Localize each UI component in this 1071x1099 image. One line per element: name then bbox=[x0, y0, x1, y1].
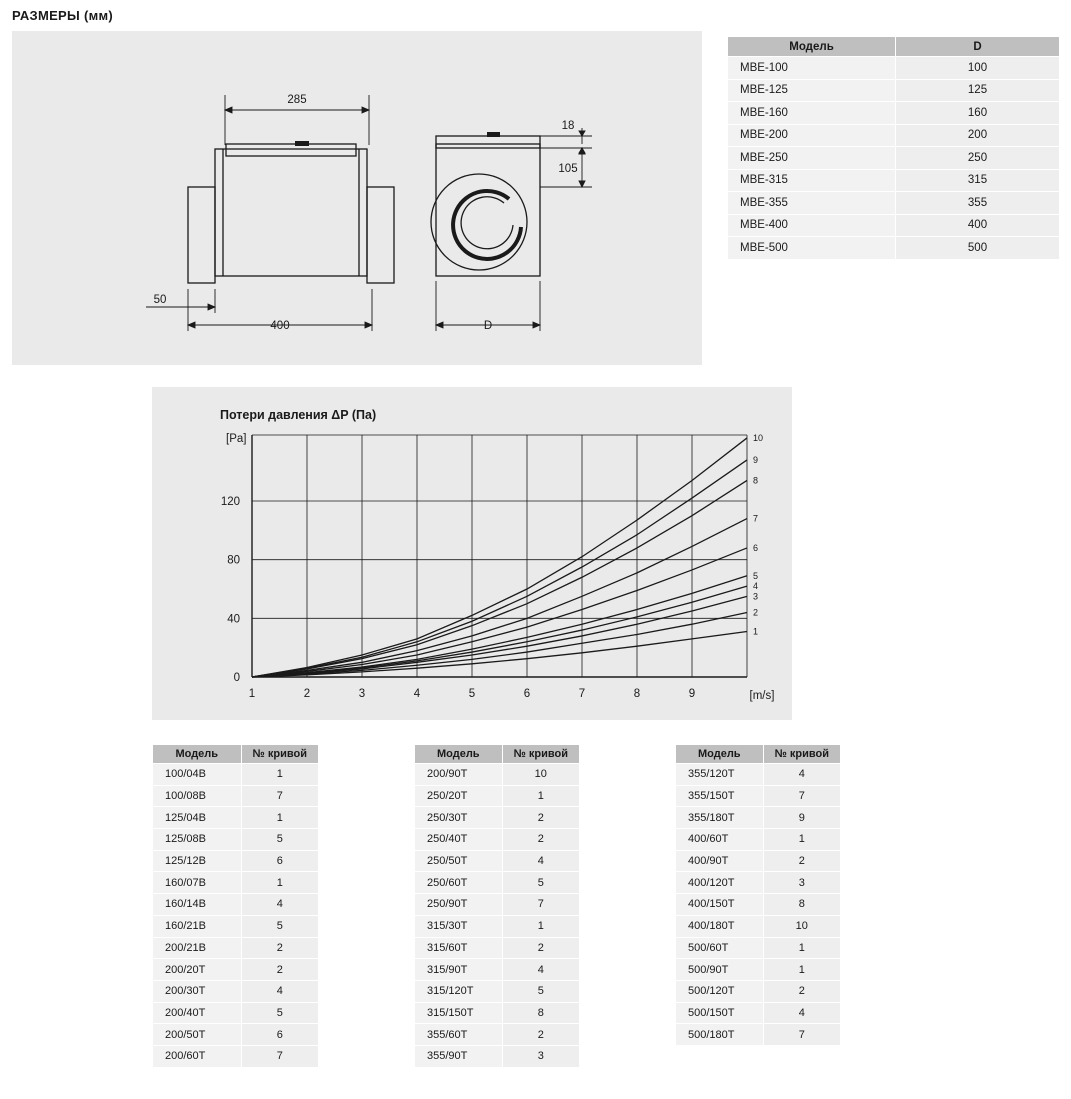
table-header-row bbox=[153, 745, 319, 764]
cell-model: MBE-200 bbox=[728, 124, 896, 147]
table-row bbox=[415, 915, 580, 937]
col-header-model: Модель bbox=[676, 745, 764, 764]
curve-table-3-body bbox=[676, 764, 841, 1046]
table-row bbox=[153, 937, 319, 959]
dim-18: 18 bbox=[561, 120, 575, 132]
cell-curve-number: 2 bbox=[502, 1024, 579, 1046]
table-row bbox=[728, 237, 1060, 260]
cell-curve-number: 2 bbox=[502, 807, 579, 829]
cell-curve-number: 5 bbox=[241, 915, 319, 937]
cell-curve-number: 5 bbox=[502, 980, 579, 1002]
table-row bbox=[676, 959, 841, 981]
cell-model: MBE-500 bbox=[728, 237, 896, 260]
cell-curve-number: 8 bbox=[763, 894, 840, 916]
cell-curve-number: 7 bbox=[763, 1024, 840, 1046]
table-row bbox=[153, 807, 319, 829]
cell-model: 200/50T bbox=[153, 1024, 242, 1046]
table-header-row bbox=[415, 745, 580, 764]
xtick-label: 2 bbox=[303, 688, 311, 700]
table-row bbox=[415, 764, 580, 786]
curve-table-1-body bbox=[153, 764, 319, 1068]
cell-model: 355/180T bbox=[676, 807, 764, 829]
curve-label-5: 5 bbox=[753, 570, 759, 581]
curve-label-7: 7 bbox=[753, 513, 759, 524]
cell-model: 250/50T bbox=[415, 850, 503, 872]
cell-curve-number: 6 bbox=[241, 850, 319, 872]
cell-curve-number: 1 bbox=[763, 959, 840, 981]
table-row bbox=[728, 192, 1060, 215]
pressure-loss-chart-panel bbox=[152, 387, 792, 720]
cell-model: 250/30T bbox=[415, 807, 503, 829]
cell-model: 500/90T bbox=[676, 959, 764, 981]
cell-model: 315/150T bbox=[415, 1002, 503, 1024]
dim-50: 50 bbox=[153, 294, 167, 306]
cell-diameter: 100 bbox=[896, 57, 1060, 80]
cell-curve-number: 4 bbox=[502, 850, 579, 872]
cell-model: 500/180T bbox=[676, 1024, 764, 1046]
cell-curve-number: 10 bbox=[502, 764, 579, 786]
cell-curve-number: 9 bbox=[763, 807, 840, 829]
cell-curve-number: 2 bbox=[502, 937, 579, 959]
cell-curve-number: 2 bbox=[241, 937, 319, 959]
table-header-row bbox=[676, 745, 841, 764]
cell-model: 125/04B bbox=[153, 807, 242, 829]
cell-model: 355/120T bbox=[676, 764, 764, 786]
table-row bbox=[676, 807, 841, 829]
table-row bbox=[153, 915, 319, 937]
ytick-label: 80 bbox=[227, 554, 240, 567]
curve-label-10: 10 bbox=[753, 432, 764, 443]
cell-model: 500/60T bbox=[676, 937, 764, 959]
cell-model: MBE-400 bbox=[728, 214, 896, 237]
cell-diameter: 250 bbox=[896, 147, 1060, 170]
cell-curve-number: 1 bbox=[502, 915, 579, 937]
ytick-label: 0 bbox=[233, 672, 240, 684]
cell-model: 100/08B bbox=[153, 785, 242, 807]
cell-curve-number: 3 bbox=[502, 1045, 579, 1067]
cell-model: MBE-160 bbox=[728, 102, 896, 125]
cell-model: MBE-100 bbox=[728, 57, 896, 80]
table-row bbox=[728, 57, 1060, 80]
table-row bbox=[676, 764, 841, 786]
table-row bbox=[415, 850, 580, 872]
table-row bbox=[728, 79, 1060, 102]
table-row bbox=[676, 850, 841, 872]
cell-model: 200/20T bbox=[153, 959, 242, 981]
table-row bbox=[415, 959, 580, 981]
cell-model: 315/90T bbox=[415, 959, 503, 981]
cell-model: 400/90T bbox=[676, 850, 764, 872]
xtick-label: 9 bbox=[688, 688, 696, 700]
table-header-row bbox=[728, 37, 1060, 57]
xtick-label: 1 bbox=[248, 688, 256, 700]
table-row bbox=[415, 1002, 580, 1024]
curve-table-1 bbox=[152, 744, 319, 1068]
cell-model: 200/30T bbox=[153, 980, 242, 1002]
cell-model: MBE-250 bbox=[728, 147, 896, 170]
chart-title: Потери давления ΔP (Па) bbox=[220, 408, 377, 422]
model-diameter-body bbox=[728, 57, 1060, 260]
table-row bbox=[415, 937, 580, 959]
table-row bbox=[153, 980, 319, 1002]
cell-diameter: 315 bbox=[896, 169, 1060, 192]
dim-285: 285 bbox=[287, 94, 307, 106]
cell-model: 160/14B bbox=[153, 894, 242, 916]
ytick-label: 120 bbox=[220, 496, 240, 508]
table-row bbox=[728, 147, 1060, 170]
cell-curve-number: 2 bbox=[502, 829, 579, 851]
table-row bbox=[415, 829, 580, 851]
table-row bbox=[415, 785, 580, 807]
cell-diameter: 400 bbox=[896, 214, 1060, 237]
cell-model: 250/20T bbox=[415, 785, 503, 807]
cell-model: 355/60T bbox=[415, 1024, 503, 1046]
table-row bbox=[153, 959, 319, 981]
cell-curve-number: 2 bbox=[763, 980, 840, 1002]
curve-label-1: 1 bbox=[753, 626, 759, 637]
table-row bbox=[153, 894, 319, 916]
table-row bbox=[153, 1024, 319, 1046]
cell-model: 400/60T bbox=[676, 829, 764, 851]
chart-curve-6 bbox=[252, 548, 747, 677]
cell-curve-number: 4 bbox=[763, 1002, 840, 1024]
pressure-loss-chart bbox=[152, 387, 792, 720]
cell-model: 200/40T bbox=[153, 1002, 242, 1024]
cell-curve-number: 1 bbox=[241, 764, 319, 786]
cell-curve-number: 7 bbox=[241, 785, 319, 807]
col-header-d: D bbox=[896, 37, 1060, 57]
cell-model: 200/90T bbox=[415, 764, 503, 786]
cell-model: 315/60T bbox=[415, 937, 503, 959]
dim-105: 105 bbox=[558, 163, 578, 175]
cell-model: 125/12B bbox=[153, 850, 242, 872]
table-row bbox=[728, 124, 1060, 147]
table-row bbox=[676, 785, 841, 807]
cell-curve-number: 1 bbox=[241, 872, 319, 894]
dim-400: 400 bbox=[270, 320, 290, 332]
cell-curve-number: 7 bbox=[241, 1045, 319, 1067]
dimensions-drawing-panel bbox=[12, 31, 702, 365]
cell-model: 315/30T bbox=[415, 915, 503, 937]
table-row bbox=[153, 1045, 319, 1067]
cell-curve-number: 1 bbox=[241, 807, 319, 829]
cell-model: 125/08B bbox=[153, 829, 242, 851]
cell-model: MBE-355 bbox=[728, 192, 896, 215]
xtick-label: 3 bbox=[358, 688, 366, 700]
cell-model: MBE-315 bbox=[728, 169, 896, 192]
model-diameter-table bbox=[727, 36, 1060, 260]
xtick-label: 5 bbox=[468, 688, 476, 700]
cell-model: 400/120T bbox=[676, 872, 764, 894]
table-row bbox=[153, 850, 319, 872]
cell-model: 355/90T bbox=[415, 1045, 503, 1067]
xtick-label: 6 bbox=[523, 688, 531, 700]
cell-model: 400/180T bbox=[676, 915, 764, 937]
cell-curve-number: 4 bbox=[241, 894, 319, 916]
table-row bbox=[153, 785, 319, 807]
table-row bbox=[676, 937, 841, 959]
cell-diameter: 160 bbox=[896, 102, 1060, 125]
xtick-label: 8 bbox=[633, 688, 641, 700]
table-row bbox=[415, 1024, 580, 1046]
cell-curve-number: 5 bbox=[241, 1002, 319, 1024]
cell-model: 500/150T bbox=[676, 1002, 764, 1024]
xtick-label: 4 bbox=[413, 688, 421, 700]
curve-label-6: 6 bbox=[753, 542, 759, 553]
table-row bbox=[728, 169, 1060, 192]
col-header-model: Модель bbox=[415, 745, 503, 764]
cell-model: 100/04B bbox=[153, 764, 242, 786]
col-header-curve: № кривой bbox=[502, 745, 579, 764]
axis-label-y: [Pa] bbox=[226, 433, 247, 445]
table-row bbox=[728, 102, 1060, 125]
curve-table-3 bbox=[675, 744, 841, 1046]
table-row bbox=[415, 807, 580, 829]
table-row bbox=[676, 829, 841, 851]
table-row bbox=[153, 1002, 319, 1024]
cell-model: MBE-125 bbox=[728, 79, 896, 102]
curve-table-2-body bbox=[415, 764, 580, 1068]
col-header-model: Модель bbox=[153, 745, 242, 764]
cell-model: 250/90T bbox=[415, 894, 503, 916]
table-row bbox=[415, 872, 580, 894]
cell-curve-number: 1 bbox=[763, 937, 840, 959]
table-row bbox=[676, 915, 841, 937]
cell-model: 355/150T bbox=[676, 785, 764, 807]
curve-label-4: 4 bbox=[753, 581, 759, 592]
cell-diameter: 355 bbox=[896, 192, 1060, 215]
cell-curve-number: 2 bbox=[763, 850, 840, 872]
cell-curve-number: 5 bbox=[502, 872, 579, 894]
cell-model: 200/60T bbox=[153, 1045, 242, 1067]
col-header-curve: № кривой bbox=[763, 745, 840, 764]
table-row bbox=[415, 1045, 580, 1067]
table-row bbox=[415, 980, 580, 1002]
dimensions-drawing bbox=[12, 31, 702, 365]
cell-curve-number: 1 bbox=[502, 785, 579, 807]
table-row bbox=[153, 872, 319, 894]
chart-curve-7 bbox=[252, 519, 747, 677]
curve-label-2: 2 bbox=[753, 607, 759, 618]
cell-model: 250/60T bbox=[415, 872, 503, 894]
dim-D: D bbox=[483, 320, 493, 332]
cell-curve-number: 2 bbox=[241, 959, 319, 981]
cell-model: 160/07B bbox=[153, 872, 242, 894]
table-row bbox=[676, 894, 841, 916]
curve-label-3: 3 bbox=[753, 591, 759, 602]
table-row bbox=[728, 214, 1060, 237]
cell-curve-number: 1 bbox=[763, 829, 840, 851]
table-row bbox=[415, 894, 580, 916]
cell-model: 160/21B bbox=[153, 915, 242, 937]
cell-diameter: 200 bbox=[896, 124, 1060, 147]
cell-curve-number: 4 bbox=[502, 959, 579, 981]
cell-diameter: 125 bbox=[896, 79, 1060, 102]
ytick-label: 40 bbox=[227, 613, 240, 626]
xtick-label: 7 bbox=[578, 688, 586, 700]
table-row bbox=[676, 872, 841, 894]
cell-curve-number: 8 bbox=[502, 1002, 579, 1024]
cell-model: 400/150T bbox=[676, 894, 764, 916]
table-row bbox=[153, 764, 319, 786]
col-header-curve: № кривой bbox=[241, 745, 319, 764]
table-row bbox=[153, 829, 319, 851]
curve-table-2 bbox=[414, 744, 580, 1068]
table-row bbox=[676, 980, 841, 1002]
table-row bbox=[676, 1024, 841, 1046]
table-row bbox=[676, 1002, 841, 1024]
cell-curve-number: 5 bbox=[241, 829, 319, 851]
cell-curve-number: 7 bbox=[763, 785, 840, 807]
cell-curve-number: 6 bbox=[241, 1024, 319, 1046]
curve-label-9: 9 bbox=[753, 454, 759, 465]
cell-curve-number: 7 bbox=[502, 894, 579, 916]
cell-model: 500/120T bbox=[676, 980, 764, 1002]
cell-curve-number: 4 bbox=[763, 764, 840, 786]
cell-curve-number: 3 bbox=[763, 872, 840, 894]
cell-model: 250/40T bbox=[415, 829, 503, 851]
cell-model: 200/21B bbox=[153, 937, 242, 959]
chart-curve-9 bbox=[252, 460, 747, 677]
cell-diameter: 500 bbox=[896, 237, 1060, 260]
cell-curve-number: 4 bbox=[241, 980, 319, 1002]
page-title: РАЗМЕРЫ (мм) bbox=[12, 8, 114, 23]
col-header-model: Модель bbox=[728, 37, 896, 57]
curve-label-8: 8 bbox=[753, 475, 759, 486]
axis-label-x: [m/s] bbox=[749, 690, 775, 702]
cell-model: 315/120T bbox=[415, 980, 503, 1002]
cell-curve-number: 10 bbox=[763, 915, 840, 937]
